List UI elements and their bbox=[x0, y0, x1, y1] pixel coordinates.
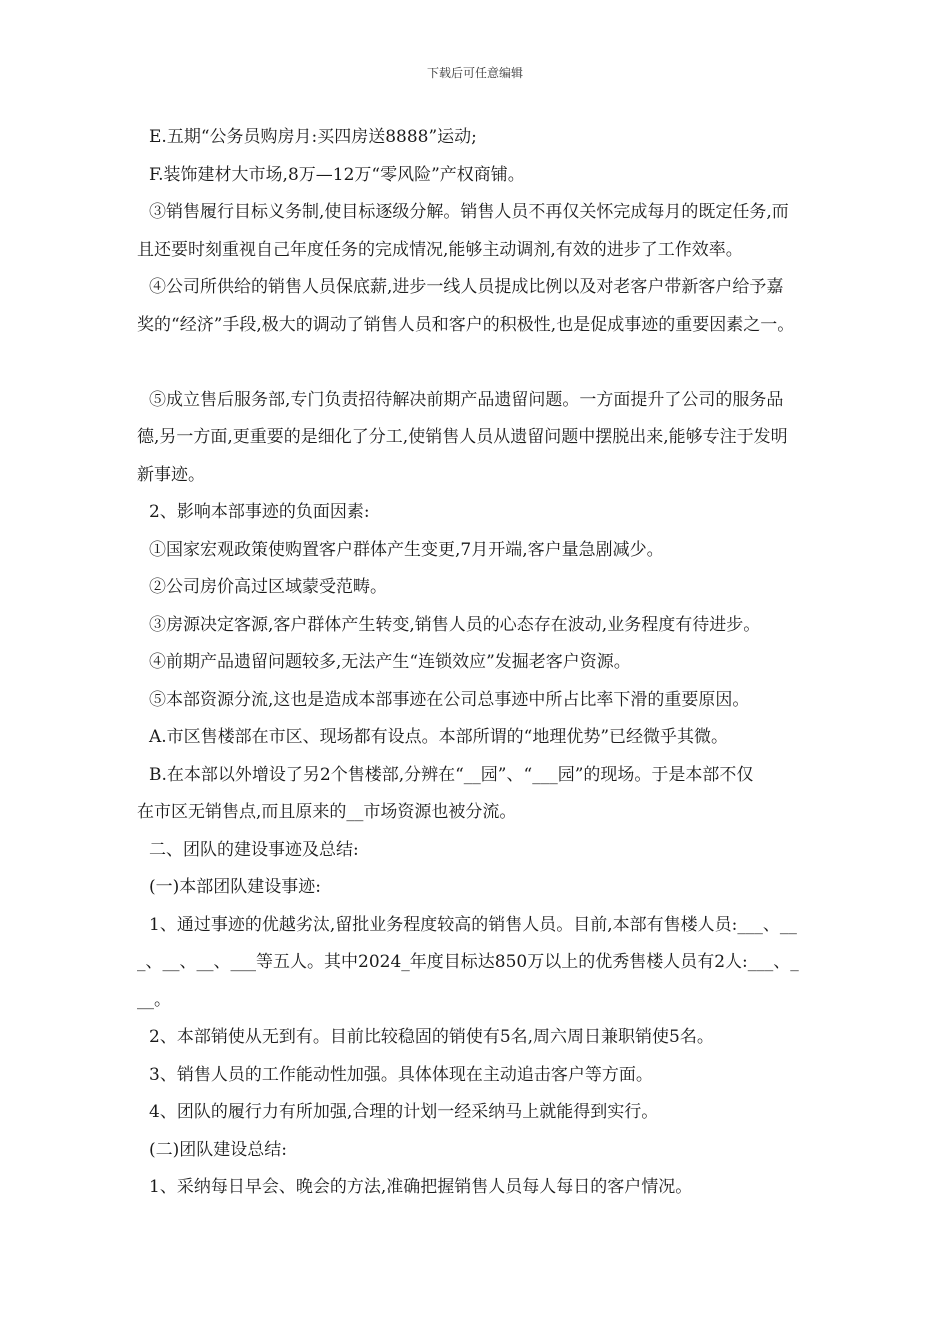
paragraph-line: 3、销售人员的工作能动性加强。具体体现在主动追击客户等方面。 bbox=[149, 1064, 653, 1085]
paragraph-line bbox=[137, 349, 897, 387]
paragraph-line: 二、团队的建设事迹及总结: bbox=[149, 839, 359, 860]
paragraph-line: ④前期产品遗留问题较多,无法产生“连锁效应”发掘老客户资源。 bbox=[149, 652, 631, 672]
document-body bbox=[137, 124, 897, 1212]
paragraph-line: (二)团队建设总结: bbox=[149, 1139, 287, 1160]
paragraph-line: A.市区售楼部在市区、现场都有设点。本部所谓的“地理优势”已经微乎其微。 bbox=[149, 727, 729, 747]
paragraph-line: 在市区无销售点,而且原来的__市场资源也被分流。 bbox=[137, 802, 517, 822]
paragraph-line: E.五期“公务员购房月:买四房送8888”运动; bbox=[149, 127, 477, 147]
paragraph-line: 且还要时刻重视自己年度任务的完成情况,能够主动调剂,有效的进步了工作效率。 bbox=[137, 239, 743, 260]
paragraph-line: 1、采纳每日早会、晚会的方法,准确把握销售人员每人每日的客户情况。 bbox=[149, 1177, 693, 1197]
paragraph-line: F.装饰建材大市场,8万—12万“零风险”产权商铺。 bbox=[149, 164, 525, 185]
paragraph-line: ⑤本部资源分流,这也是造成本部事迹在公司总事迹中所占比率下滑的重要原因。 bbox=[149, 689, 750, 710]
paragraph-line: 奖的“经济”手段,极大的调动了销售人员和客户的积极性,也是促成事迹的重要因素之一。 bbox=[137, 314, 795, 335]
paragraph-line: ③房源决定客源,客户群体产生转变,销售人员的心态存在波动,业务程度有待进步。 bbox=[149, 614, 761, 635]
paragraph-line: __。 bbox=[137, 989, 171, 1010]
paragraph-line: 1、通过事迹的优越劣汰,留批业务程度较高的销售人员。目前,本部有售楼人员:___、__ bbox=[149, 914, 797, 935]
paragraph-line: ④公司所供给的销售人员保底薪,进步一线人员提成比例以及对老客户带新客户给予嘉 bbox=[149, 277, 784, 297]
paragraph-line: 2、影响本部事迹的负面因素: bbox=[149, 502, 370, 522]
paragraph-line: 德,另一方面,更重要的是细化了分工,使销售人员从遗留问题中摆脱出来,能够专注于发明 bbox=[137, 427, 788, 447]
paragraph-line: ①国家宏观政策使购置客户群体产生变更,7月开端,客户量急剧减少。 bbox=[149, 539, 664, 560]
paragraph-line: B.在本部以外增设了另2个售楼部,分辨在“__园”、“___园”的现场。于是本部不仅 bbox=[149, 764, 754, 785]
paragraph-line: 2、本部销使从无到有。目前比较稳固的销使有5名,周六周日兼职销使5名。 bbox=[149, 1027, 714, 1047]
page-header: 下载后可任意编辑 bbox=[426, 66, 523, 80]
paragraph-line: 4、团队的履行力有所加强,合理的计划一经采纳马上就能得到实行。 bbox=[149, 1102, 659, 1122]
paragraph-line: 新事迹。 bbox=[137, 464, 205, 485]
paragraph-line: (一)本部团队建设事迹: bbox=[149, 877, 321, 897]
paragraph-line: ②公司房价高过区域蒙受范畴。 bbox=[149, 577, 387, 597]
paragraph-line: ③销售履行目标义务制,使目标逐级分解。销售人员不再仅关怀完成每月的既定任务,而 bbox=[149, 202, 789, 222]
paragraph-line: _、__、__、___等五人。其中2024_年度目标达850万以上的优秀售楼人员有2人:___、_ bbox=[137, 952, 799, 972]
paragraph-line: ⑤成立售后服务部,专门负责招待解决前期产品遗留问题。一方面提升了公司的服务品 bbox=[149, 389, 784, 410]
